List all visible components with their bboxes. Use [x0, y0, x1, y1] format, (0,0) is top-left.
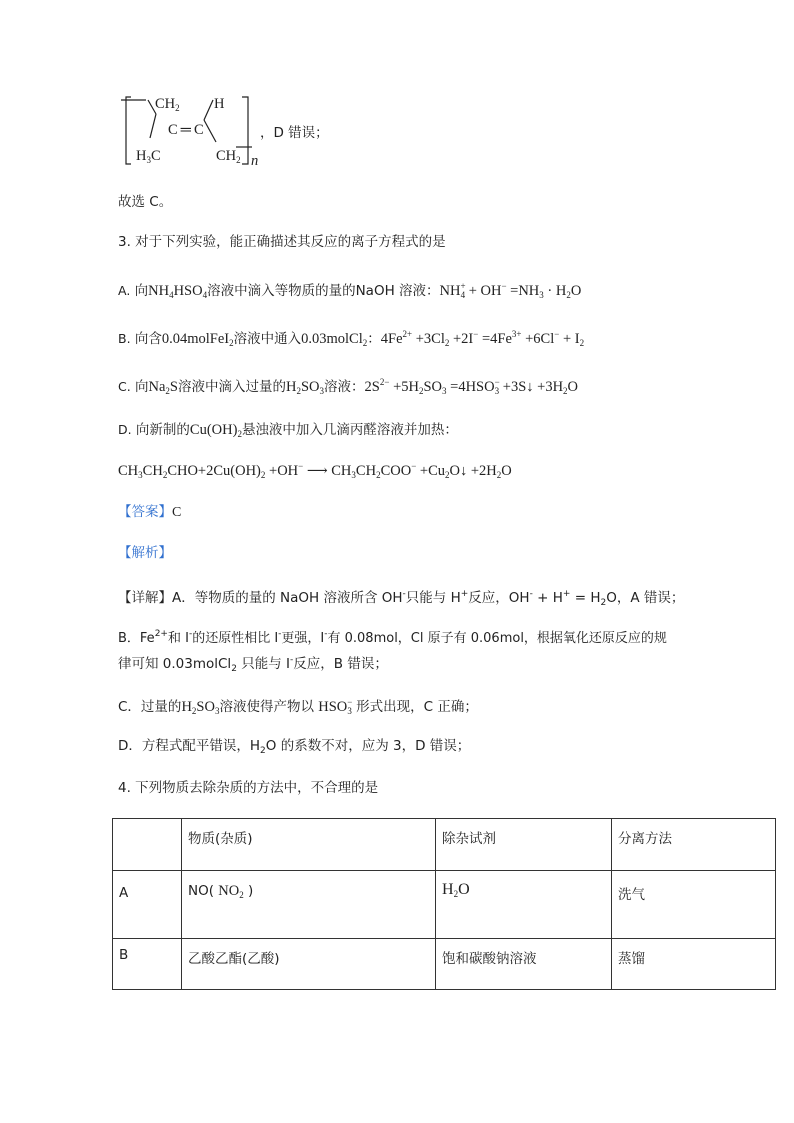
- structure-caption: ，D 错误；: [260, 125, 329, 141]
- q3-stem: 3. 对于下列实验，能正确描述其反应的离子方程式的是: [118, 234, 446, 250]
- answer-line: [118, 502, 181, 523]
- explain-b1: B．$Fe^{2+}$和 I-的还原性相比 I-更强，I-有 0.08mol，Cl 原子有 0.06mol，根据氧化还原反应的规: [118, 629, 667, 646]
- table-cell: B: [113, 939, 182, 990]
- group-ch2: $CH_2$: [155, 96, 180, 113]
- table-cell: 蒸馏: [612, 939, 776, 990]
- explain-a: 【详解】A．等物质的量的 NaOH 溶液所含 OH-只能与 H+反应，$OH^- + H^+ = H_2O$，A 错误；: [118, 589, 685, 608]
- table-cell: NO( $NO_2$ ): [182, 871, 436, 939]
- explain-c: C．过量的$H_2SO_3$溶液使得产物以 $HSO^-_3$ 形式出现，C 正确；: [118, 697, 478, 716]
- q3-option-d: D. 向新制的$Cu(OH)_2$悬浊液中加入几滴丙醛溶液并加热：: [118, 422, 458, 439]
- table-cell: 饱和碳酸钠溶液: [436, 939, 612, 990]
- table-header-row: [113, 819, 776, 871]
- q4-stem: 4. 下列物质去除杂质的方法中，不合理的是: [118, 780, 379, 796]
- analysis-label: 【解析】: [118, 545, 172, 561]
- group-h: H: [214, 96, 225, 112]
- q3-option-d-equation: $CH_3CH_2CHO+2Cu(OH)_2 +OH^-$ ⟶ $CH_3CH_2COO^-$ $+Cu_2O↓ +2H_2O$: [118, 461, 512, 480]
- impurity-table: [112, 818, 776, 990]
- explain-b2: 律可知 0.03molCl$_2$ 只能与 I-反应，B 错误；: [118, 655, 388, 674]
- c-equals-c: C ═ C: [168, 122, 204, 138]
- table-header-cell: [113, 819, 182, 871]
- table-cell: $H_2O$: [436, 871, 612, 939]
- group-h3c: $H_3C$: [136, 148, 161, 165]
- table-cell: 乙酸乙酯(乙酸): [182, 939, 436, 990]
- q3-option-c: C. 向$Na_2S$溶液中滴入过量的$H_2SO_3$溶液：$2S^{2-} +5H_2SO_3 =4HSO^-_3$ +3S↓ $+3H_2O$: [118, 377, 579, 396]
- table-header-cell: 分离方法: [612, 819, 776, 871]
- group-ch2b: $CH_2$: [216, 148, 241, 165]
- subscript-n: n: [251, 153, 259, 169]
- answer-value: C: [172, 505, 182, 520]
- table-header-cell: 除杂试剂: [436, 819, 612, 871]
- answer-label: 【答案】: [118, 504, 172, 520]
- table-cell: A: [113, 871, 182, 939]
- q3-option-b: B. 向含0.04molFeI$_2$溶液中通入0.03molCl$_2$：$4Fe^{2+} +3Cl_2 +2I^- =4Fe^{3+} +6Cl^- + I_2$: [118, 329, 585, 348]
- table-row: [113, 939, 776, 990]
- table-row: [113, 871, 776, 939]
- explain-d: D．方程式配平错误，$H_2O$ 的系数不对，应为 3，D 错误；: [118, 738, 471, 756]
- q3-option-a: A. 向$NH_4HSO_4$溶液中滴入等物质的量的NaOH 溶液：$NH^+_4 + OH^- =NH_3 \cdot H_2O$: [118, 281, 582, 300]
- table-header-cell: 物质(杂质): [182, 819, 436, 871]
- choose-line: 故选 C。: [118, 194, 173, 210]
- table-cell: 洗气: [612, 871, 776, 939]
